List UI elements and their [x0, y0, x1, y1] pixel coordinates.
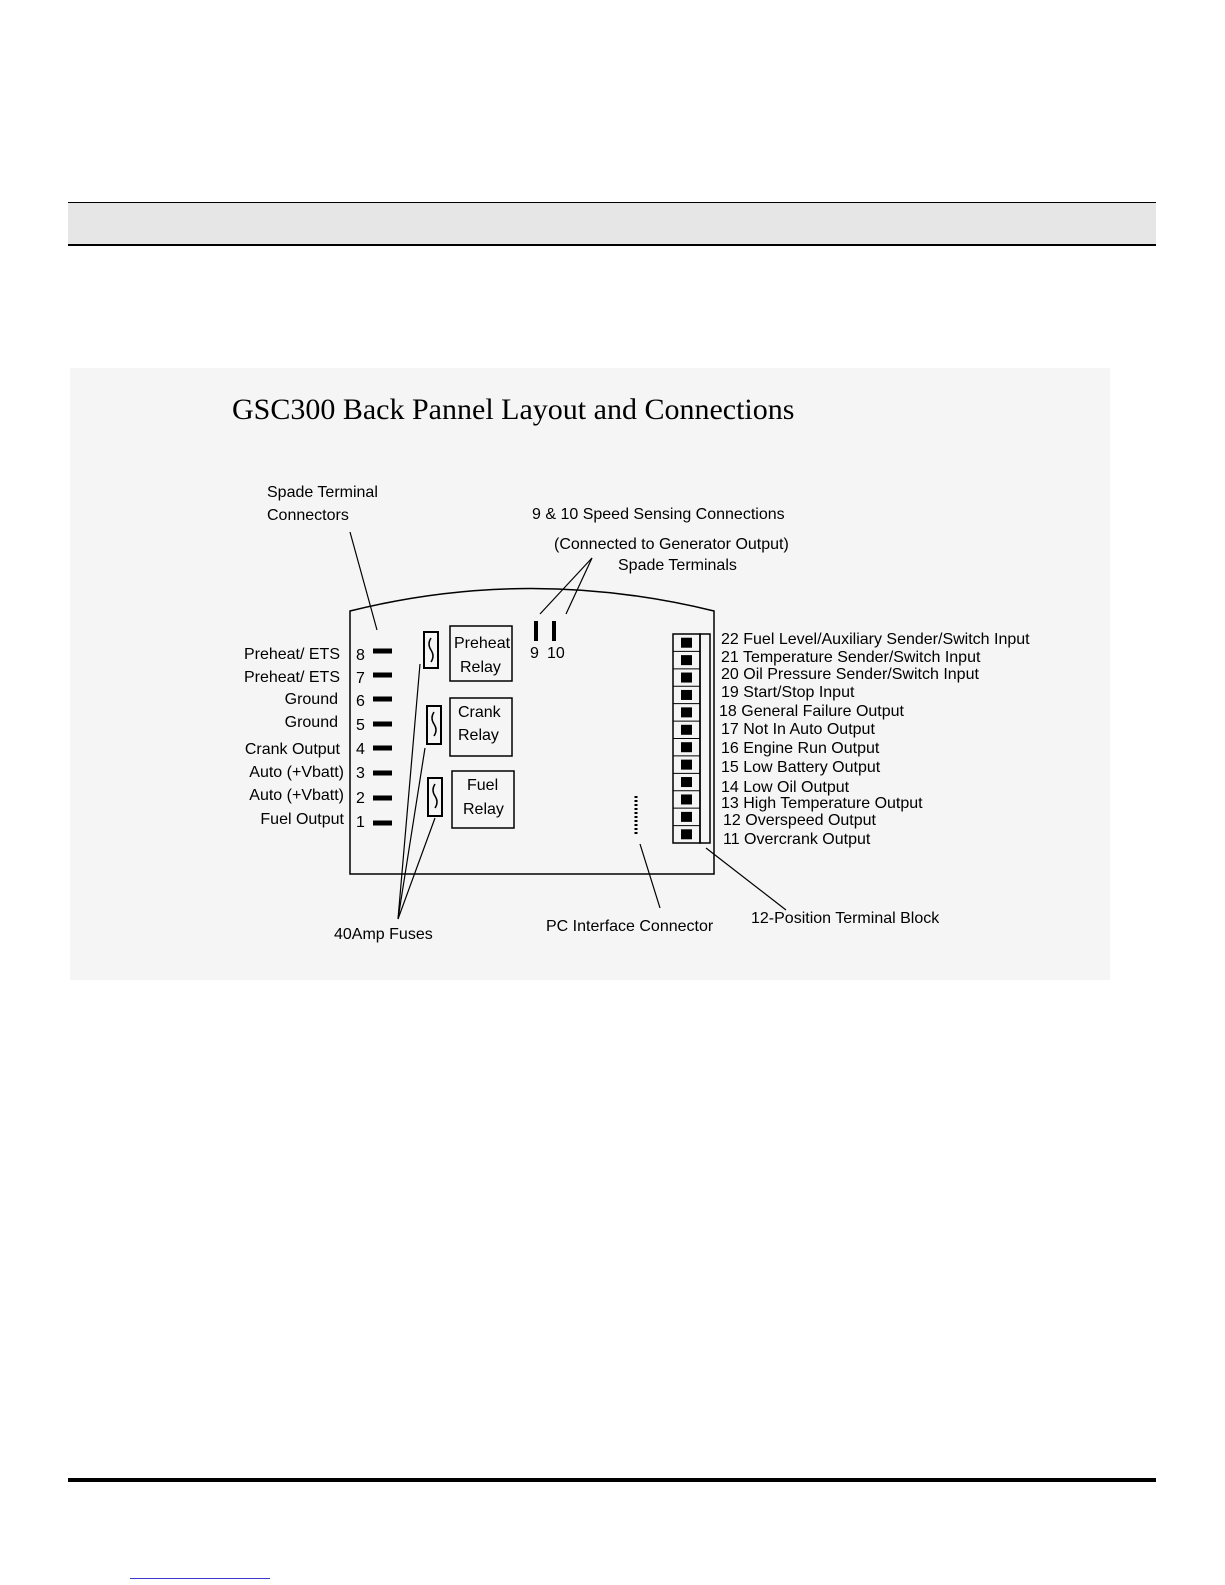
fuel-relay-label-line1: Fuel	[467, 777, 499, 794]
spade-terminal-callout-line1: Spade Terminal	[267, 484, 378, 501]
terminal-6-label: Ground	[284, 691, 338, 708]
terminal-block-screw	[681, 655, 692, 665]
terminal-14-label: 14 Low Oil Output	[721, 779, 850, 796]
terminal-1-label: Fuel Output	[260, 811, 344, 828]
pc-interface-callout: PC Interface Connector	[546, 918, 714, 935]
terminal-block-callout: 12-Position Terminal Block	[751, 910, 940, 927]
terminal-block-screw	[681, 725, 692, 735]
leader-fuse-2	[398, 748, 425, 919]
terminal-block-screw	[681, 760, 692, 770]
terminal-5-number: 5	[356, 717, 365, 734]
leader-spade	[350, 532, 377, 630]
terminal-block-screw	[681, 829, 692, 839]
terminal-19-label: 19 Start/Stop Input	[721, 684, 855, 701]
terminal-16-label: 16 Engine Run Output	[721, 740, 880, 757]
terminal-block-screw	[681, 742, 692, 752]
terminal-block-screw	[681, 707, 692, 717]
fuse-3-element	[433, 784, 437, 808]
speed-terminals	[536, 621, 554, 641]
terminal-3-label: Auto (+Vbatt)	[249, 764, 344, 781]
terminal-block-screw	[681, 673, 692, 683]
spade-terminal-callout-line2: Connectors	[267, 507, 349, 524]
terminal-6-number: 6	[356, 693, 365, 710]
leader-terminal-block	[706, 848, 786, 910]
terminal-21-label: 21 Temperature Sender/Switch Input	[721, 649, 981, 666]
terminal-15-label: 15 Low Battery Output	[721, 759, 881, 776]
terminal-2-number: 2	[356, 790, 365, 807]
back-panel-figure	[70, 368, 1110, 980]
leader-speed-10	[566, 558, 592, 614]
fuses	[424, 632, 442, 816]
terminal-1-number: 1	[356, 814, 365, 831]
speed-sensing-callout-line2: (Connected to Generator Output)	[554, 536, 789, 553]
terminal-13-label: 13 High Temperature Output	[721, 795, 923, 812]
speed-terminal-9-number: 9	[530, 645, 539, 662]
terminal-2-label: Auto (+Vbatt)	[249, 787, 344, 804]
terminal-block-rail	[700, 634, 710, 843]
speed-sensing-callout-line1: 9 & 10 Speed Sensing Connections	[532, 506, 785, 523]
terminal-7-number: 7	[356, 670, 365, 687]
speed-terminal-10-number: 10	[547, 645, 565, 662]
terminal-11-label: 11 Overcrank Output	[723, 831, 871, 848]
leader-fuse-1	[398, 664, 420, 919]
terminal-block-screw	[681, 690, 692, 700]
terminal-5-label: Ground	[284, 714, 338, 731]
terminal-17-label: 17 Not In Auto Output	[721, 721, 875, 738]
fuel-relay-label-line2: Relay	[463, 801, 504, 818]
terminal-block-cells	[673, 634, 700, 839]
preheat-relay-label-line2: Relay	[460, 659, 501, 676]
leader-speed-9	[540, 558, 592, 614]
section-header-bar	[68, 202, 1156, 246]
terminal-12-label: 12 Overspeed Output	[723, 812, 876, 829]
terminal-block-screw	[681, 812, 692, 822]
terminal-3-number: 3	[356, 765, 365, 782]
speed-sensing-callout-line3: Spade Terminals	[618, 557, 737, 574]
terminal-block-screw	[681, 794, 692, 804]
terminal-block-screw	[681, 638, 692, 648]
diagram-title: GSC300 Back Pannel Layout and Connections	[232, 393, 795, 426]
crank-relay-label-line2: Relay	[458, 727, 499, 744]
leader-pc-interface	[640, 844, 660, 908]
terminal-18-label: 18 General Failure Output	[719, 703, 904, 720]
terminal-8-number: 8	[356, 647, 365, 664]
terminal-7-label: Preheat/ ETS	[243, 669, 340, 686]
terminal-8-label: Preheat/ ETS	[243, 646, 340, 663]
terminal-4-label: Crank Output	[244, 741, 340, 758]
panel-outline	[350, 589, 714, 875]
crank-relay-label-line1: Crank	[458, 704, 501, 721]
footer-link-underline	[130, 1578, 270, 1579]
terminal-20-label: 20 Oil Pressure Sender/Switch Input	[721, 666, 979, 683]
fuse-1-element	[429, 638, 433, 662]
fuses-callout: 40Amp Fuses	[334, 926, 433, 943]
footer-rule	[68, 1478, 1156, 1482]
terminal-4-number: 4	[356, 741, 365, 758]
leader-fuse-3	[398, 818, 435, 919]
terminal-block-screw	[681, 777, 692, 787]
left-spade-terminals	[373, 651, 392, 823]
preheat-relay-label-line1: Preheat	[454, 635, 511, 652]
terminal-22-label: 22 Fuel Level/Auxiliary Sender/Switch Input	[721, 631, 1030, 648]
fuse-2-element	[432, 712, 436, 736]
